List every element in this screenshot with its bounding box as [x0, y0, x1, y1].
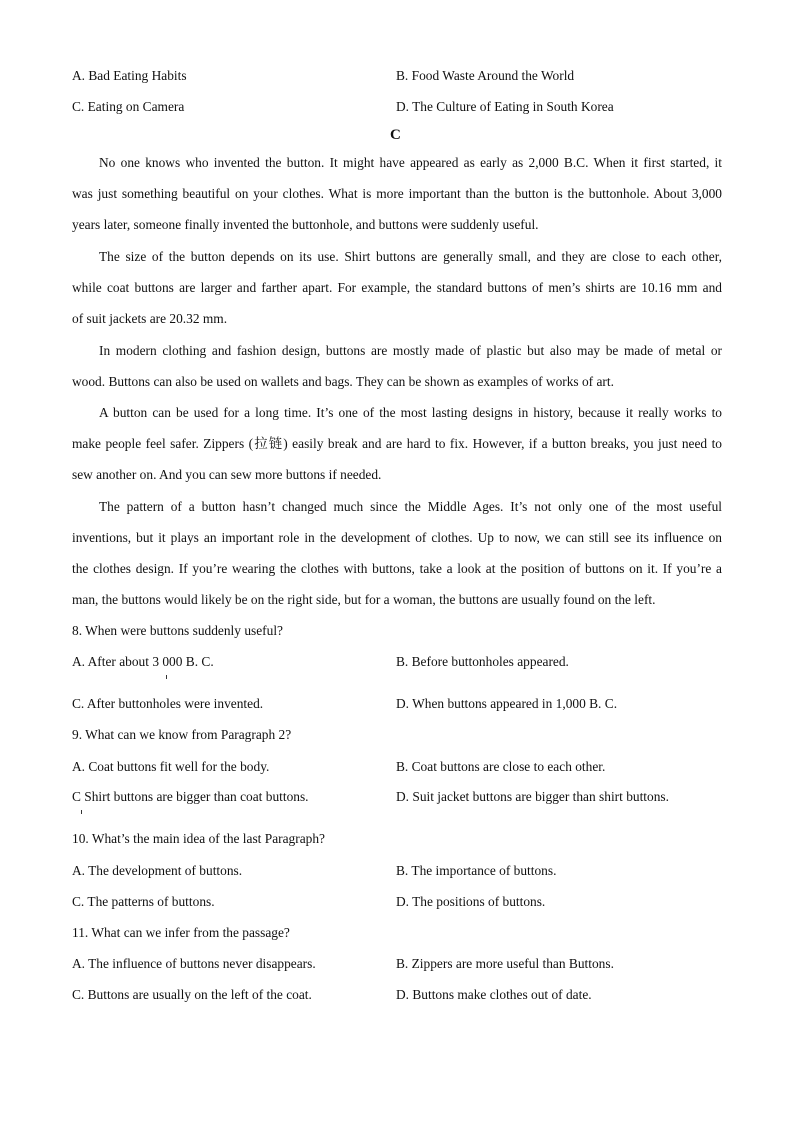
q8-option-d: D. When buttons appeared in 1,000 B. C.: [396, 696, 618, 711]
q9-option-a: A. Coat buttons fit well for the body.: [72, 759, 270, 774]
q10-option-c: C. The patterns of buttons.: [72, 894, 215, 909]
scan-mark: [166, 675, 167, 679]
paragraph-2-line-1: The size of the button depends on its use. Shirt buttons are generally small, and they are close to each other,: [99, 249, 722, 264]
q10-option-d: D. The positions of buttons.: [396, 894, 546, 909]
q8-option-a: A. After about 3 000 B. C.: [72, 654, 214, 669]
q11-option-b: B. Zippers are more useful than Buttons.: [396, 956, 614, 971]
paragraph-4-line-3: sew another on. And you can sew more buttons if needed.: [72, 467, 382, 482]
paragraph-2-line-2: while coat buttons are larger and farther apart. For example, the standard buttons of men’s shirts are 10.16 mm and: [72, 280, 722, 295]
section-heading: C: [390, 127, 401, 143]
paragraph-1-line-2: was just something beautiful on your clothes. What is more important than the button is the buttonhole. About 3,000: [72, 186, 722, 201]
q8-option-c: C. After buttonholes were invented.: [72, 696, 264, 711]
question-11-stem: 11. What can we infer from the passage?: [72, 925, 290, 940]
paragraph-4-line-2: make people feel safer. Zippers (拉链) easily break and are hard to fix. However, if a button breaks, you just need to: [72, 436, 722, 451]
q11-option-c: C. Buttons are usually on the left of the coat.: [72, 987, 312, 1002]
prev-option-d: D. The Culture of Eating in South Korea: [396, 99, 614, 114]
q9-option-b: B. Coat buttons are close to each other.: [396, 759, 606, 774]
prev-option-b: B. Food Waste Around the World: [396, 68, 575, 83]
paragraph-5-line-1: The pattern of a button hasn’t changed much since the Middle Ages. It’s not only one of the most useful: [99, 499, 722, 514]
paragraph-3-line-2: wood. Buttons can also be used on wallets and bags. They can be shown as examples of works of art.: [72, 374, 614, 389]
paragraph-5-line-4: man, the buttons would likely be on the right side, but for a woman, the buttons are usually found on the left.: [72, 592, 656, 607]
paragraph-4-line-1: A button can be used for a long time. It’s one of the most lasting designs in history, because it really works to: [99, 405, 722, 420]
scan-mark: [81, 810, 82, 814]
q9-option-c: C Shirt buttons are bigger than coat buttons.: [72, 789, 309, 804]
paragraph-5-line-2: inventions, but it plays an important role in the development of clothes. Up to now, we can still see its influence on: [72, 530, 722, 545]
paragraph-1-line-1: No one knows who invented the button. It might have appeared as early as 2,000 B.C. When it first started, it: [99, 155, 722, 170]
paragraph-3-line-1: In modern clothing and fashion design, buttons are mostly made of plastic but also may be made of metal or: [99, 343, 722, 358]
q10-option-a: A. The development of buttons.: [72, 863, 243, 878]
question-9-stem: 9. What can we know from Paragraph 2?: [72, 727, 292, 742]
q9-option-d: D. Suit jacket buttons are bigger than shirt buttons.: [396, 789, 669, 804]
prev-option-a: A. Bad Eating Habits: [72, 68, 187, 83]
q11-option-a: A. The influence of buttons never disappears.: [72, 956, 316, 971]
paragraph-2-line-3: of suit jackets are 20.32 mm.: [72, 311, 228, 326]
prev-option-c: C. Eating on Camera: [72, 99, 185, 114]
question-8-stem: 8. When were buttons suddenly useful?: [72, 623, 283, 638]
q8-option-b: B. Before buttonholes appeared.: [396, 654, 569, 669]
paragraph-5-line-3: the clothes design. If you’re wearing the clothes with buttons, take a look at the position of buttons on it. If you’re a: [72, 561, 722, 576]
paragraph-1-line-3: years later, someone finally invented the buttonhole, and buttons were suddenly useful.: [72, 217, 539, 232]
q10-option-b: B. The importance of buttons.: [396, 863, 557, 878]
question-10-stem: 10. What’s the main idea of the last Paragraph?: [72, 831, 325, 846]
q11-option-d: D. Buttons make clothes out of date.: [396, 987, 592, 1002]
